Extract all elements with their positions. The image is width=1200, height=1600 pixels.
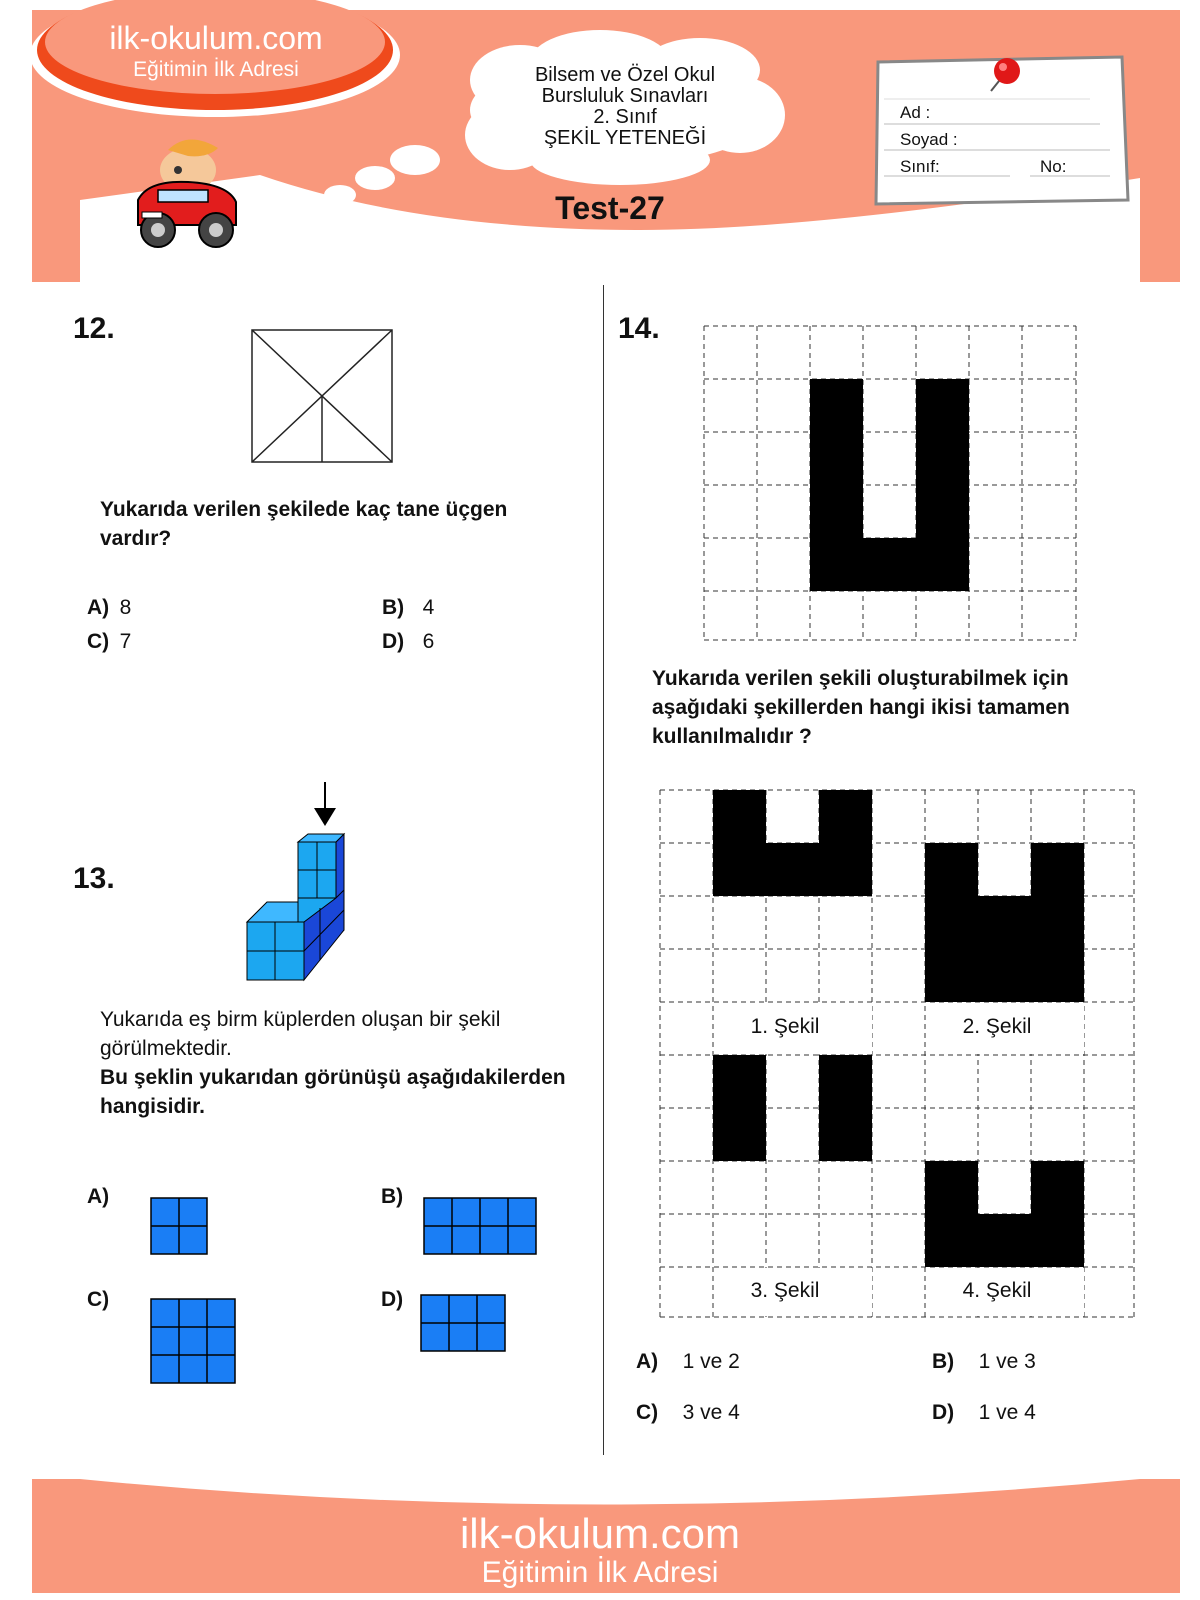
test-title: Test-27 [555, 190, 665, 226]
q14-option-b-value: 1 ve 3 [978, 1350, 1036, 1373]
q14-option-a-value: 1 ve 2 [682, 1350, 740, 1373]
q13-option-c-letter[interactable]: C) [87, 1288, 110, 1311]
q14-number: 14. [618, 312, 660, 345]
q14-option-b[interactable] [932, 1350, 1036, 1374]
name-card-sinif-label: Sınıf: [900, 157, 940, 176]
q14-option-d[interactable] [932, 1401, 1036, 1425]
shape-3-label: 3. Şekil [750, 1279, 820, 1302]
column-divider [603, 285, 604, 1455]
q13-number: 13. [73, 862, 115, 895]
q14-option-a[interactable] [636, 1350, 740, 1374]
shape-4-label: 4. Şekil [962, 1279, 1032, 1302]
q12-option-c-value: 7 [119, 630, 132, 653]
cloud-line-3: 2. Sınıf [593, 106, 657, 128]
shape-2-label: 2. Şekil [962, 1015, 1032, 1038]
q14-option-a-letter: A) [636, 1350, 659, 1373]
header-brand-tagline: Eğitimin İlk Adresi [133, 58, 299, 81]
q14-option-c[interactable] [636, 1401, 740, 1425]
q13-option-a-view[interactable] [150, 1197, 208, 1255]
q14-option-c-value: 3 ve 4 [682, 1401, 740, 1424]
cloud-line-4: ŞEKİL YETENEĞİ [543, 127, 707, 149]
q13-option-d-letter[interactable]: D) [381, 1288, 404, 1311]
q12-option-a[interactable] [87, 596, 131, 620]
q12-option-b-letter: B) [382, 596, 405, 619]
shape-1[interactable] [713, 790, 872, 896]
q14-option-b-letter: B) [932, 1350, 955, 1373]
q14-text: Yukarıda verilen şekili oluşturabilmek için aşağıdaki şekillerden hangi ikisi tamamen kullanılmalıdır ? [652, 667, 1070, 748]
name-card-no-label: No: [1040, 157, 1067, 176]
q13-option-a-letter[interactable]: A) [87, 1185, 110, 1208]
q13-option-c-view[interactable] [150, 1298, 236, 1384]
arrow-down-icon [314, 808, 336, 826]
shape-4[interactable] [925, 1161, 1084, 1267]
q12-option-a-letter: A) [87, 596, 110, 619]
shape-1-label: 1. Şekil [750, 1015, 820, 1038]
shape-3-right[interactable] [819, 1055, 872, 1161]
footer-brand-tagline: Eğitimin İlk Adresi [481, 1556, 719, 1589]
q12-option-d[interactable] [382, 630, 434, 654]
cloud-line-2: Bursluluk Sınavları [541, 85, 709, 107]
q14-option-d-letter: D) [932, 1401, 955, 1424]
q12-option-b[interactable] [382, 596, 434, 620]
q13-cube-figure [245, 780, 355, 985]
q12-option-c[interactable] [87, 630, 131, 654]
shape-2[interactable] [925, 843, 1084, 1002]
car-mascot-icon [128, 130, 243, 255]
name-card-soyad-label: Soyad : [900, 130, 958, 149]
header-brand-name[interactable]: ilk-okulum.com [109, 20, 323, 56]
push-pin-icon [985, 55, 1025, 95]
q12-option-d-value: 6 [422, 630, 435, 653]
q13-option-d-view[interactable] [420, 1294, 506, 1352]
shape-3-left[interactable] [713, 1055, 766, 1161]
q13-option-b-letter[interactable]: B) [381, 1185, 404, 1208]
q14-options-grid [656, 786, 1138, 1321]
q12-option-d-letter: D) [382, 630, 405, 653]
q12-option-c-letter: C) [87, 630, 110, 653]
q12-option-b-value: 4 [422, 596, 435, 619]
q13-text-bold: Bu şeklin yukarıdan görünüşü aşağıdakilerden hangisidir. [100, 1066, 566, 1118]
q13-text-normal: Yukarıda eş birm küplerden oluşan bir şekil görülmektedir. [100, 1008, 501, 1060]
q12-triangle-figure [250, 328, 394, 464]
q14-target-grid [700, 322, 1080, 644]
q12-text: Yukarıda verilen şekilede kaç tane üçgen vardır? [100, 498, 508, 550]
header-cloud-text [495, 65, 755, 149]
q14-option-c-letter: C) [636, 1401, 659, 1424]
cloud-line-1: Bilsem ve Özel Okul [534, 64, 716, 86]
q13-text-block [100, 1005, 580, 1121]
q14-option-d-value: 1 ve 4 [978, 1401, 1036, 1424]
footer-brand-name[interactable]: ilk-okulum.com [459, 1510, 741, 1557]
q13-option-b-view[interactable] [423, 1197, 537, 1255]
q12-option-a-value: 8 [119, 596, 132, 619]
name-card-ad-label: Ad : [900, 103, 931, 122]
q12-number: 12. [73, 312, 115, 345]
